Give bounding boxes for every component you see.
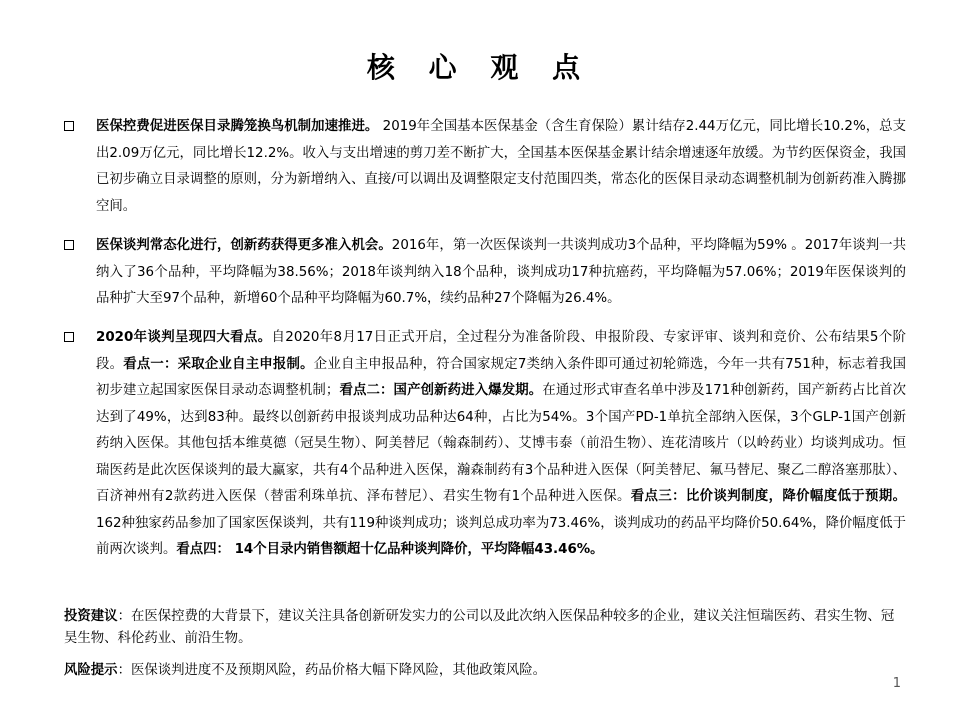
risk-text: ：医保谈判进度不及预期风险，药品价格大幅下降风险，其他政策风险。 — [117, 663, 547, 678]
risk-label: 风险提示 — [64, 663, 118, 678]
bullet-body: 2016年，第一次医保谈判一共谈判成功3个品种，平均降幅为59% 。2017年谈判一共纳入了36个品种，平均降幅为38.56%；2018年谈判纳入18个品种，谈判成功17种抗癌药，平均降幅为57.06%；2019年医保谈判的品种扩大至97个品种，新增60个品种平均降幅为60.7%，续约品种27个降幅为26.4%。 — [96, 238, 906, 306]
checkbox-bullet-icon — [64, 116, 78, 137]
bullet-text — [96, 325, 906, 564]
bullet-heading: 医保控费促进医保目录腾笼换鸟机制加速推进。 — [96, 119, 379, 134]
bullet-body: 162种独家药品参加了国家医保谈判，共有119种谈判成功；谈判总成功率为73.46%，谈判成功的药品平均降价50.64%，降价幅度低于前两次谈判。 — [96, 515, 906, 557]
bullet-item — [64, 233, 906, 313]
bullet-text — [96, 114, 906, 220]
risk-warning — [64, 660, 906, 682]
bullet-body: 2019年全国基本医保基金（含生育保险）累计结存2.44万亿元，同比增长10.2%，总支出2.09万亿元，同比增长12.2%。收入与支出增速的剪刀差不断扩大，全国基本医保基金累计结余增速逐年放缓。为节约医保资金，我国已初步确立目录调整的原则，分为新增纳入、直接/可以调出及调整限定支付范围四类，常态化的医保目录动态调整机制为创新药准入腾挪空间。 — [96, 119, 907, 214]
bullet-item — [64, 325, 906, 564]
highlight-one: 看点一：采取企业自主申报制。 — [123, 356, 314, 372]
highlight-four: 看点四： 14个目录内销售额超十亿品种谈判降价，平均降幅43.46%。 — [176, 542, 604, 557]
highlight-three: 看点三：比价谈判制度，降价幅度低于预期。 — [630, 489, 906, 504]
bullet-body: 企业自主申报品种，符合国家规定7类纳入条件即可通过初轮筛选，今年一共有751种，标志着我国初步建立起国家医保目录动态调整机制； — [96, 356, 907, 398]
bullet-item — [64, 114, 906, 220]
bullet-text — [96, 233, 906, 313]
page-number: 1 — [892, 676, 901, 691]
investment-label: 投资建议 — [64, 609, 118, 624]
checkbox-bullet-icon — [64, 235, 78, 256]
bullet-body: 自2020年8月17日正式开启，全过程分为准备阶段、申报阶段、专家评审、谈判和竞价、公布结果5个阶段。 — [96, 330, 906, 372]
bullet-heading: 2020年谈判呈现四大看点。 — [96, 330, 272, 345]
investment-text: ：在医保控费的大背景下，建议关注具备创新研发实力的公司以及此次纳入医保品种较多的企业，建议关注恒瑞医药、君实生物、冠昊生物、科伦药业、前沿生物。 — [64, 609, 895, 646]
page-title: 核 心 观 点 — [366, 51, 593, 84]
investment-advice — [64, 606, 906, 650]
highlight-two: 看点二：国产创新药进入爆发期。 — [339, 383, 543, 398]
bullet-body: 在通过形式审查名单中涉及171种创新药，国产新药占比首次达到了49%，达到83种。最终以创新药申报谈判成功品种达64种，占比为54%。3个国产PD-1单抗全部纳入医保，3个GLP-1国产创新药纳入医保。其他包括本维莫德（冠昊生物）、阿美替尼（翰森制药）、艾博韦泰（前沿生物）、连花清咳片（以岭药业）均谈判成功。恒瑞医药是此次医保谈判的最大赢家，共有4个品种进入医保，瀚森制药有3个品种进入医保（阿美替尼、氟马替尼、聚乙二醇洛塞那肽）、百济神州有2款药进入医保（替雷利珠单抗、泽布替尼）、君实生物有1个品种进入医保。 — [96, 383, 907, 504]
checkbox-bullet-icon — [64, 327, 78, 348]
bullet-heading: 医保谈判常态化进行，创新药获得更多准入机会。 — [96, 238, 392, 253]
